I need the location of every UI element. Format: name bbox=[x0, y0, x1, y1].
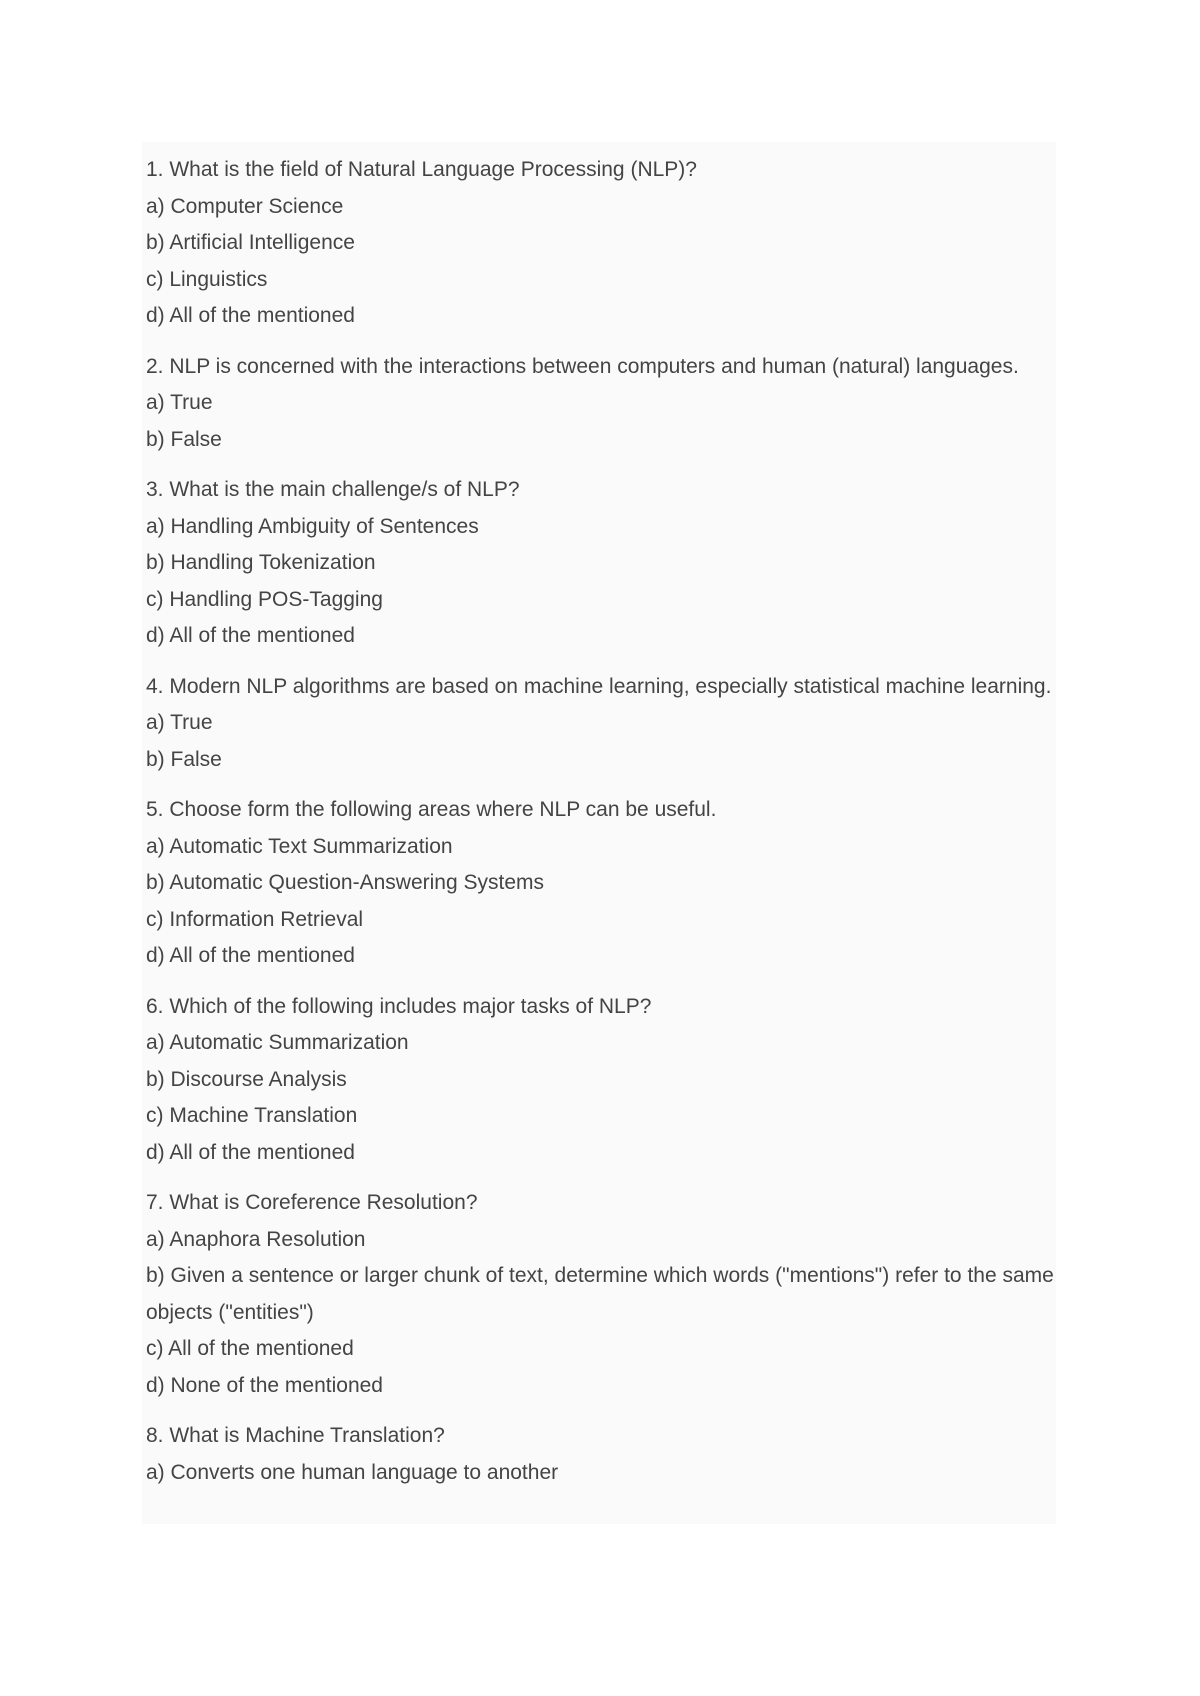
option: d) All of the mentioned bbox=[146, 624, 355, 647]
option: a) Automatic Text Summarization bbox=[146, 834, 453, 858]
question-text: 8. What is Machine Translation? bbox=[146, 1424, 445, 1447]
option: d) All of the mentioned bbox=[146, 1140, 355, 1164]
option: b) Discourse Analysis bbox=[146, 1067, 347, 1091]
question-text: 5. Choose form the following areas where NLP can be useful. bbox=[146, 798, 717, 821]
question-4 bbox=[146, 669, 1056, 779]
option: b) Automatic Question-Answering Systems bbox=[146, 871, 544, 894]
question-7 bbox=[146, 1185, 1056, 1404]
question-5 bbox=[146, 792, 1056, 975]
question-8 bbox=[146, 1418, 1056, 1491]
question-6 bbox=[146, 989, 1056, 1172]
question-2 bbox=[146, 349, 1056, 459]
option: a) Computer Science bbox=[146, 194, 344, 218]
option: d) All of the mentioned bbox=[146, 944, 355, 967]
option: c) All of the mentioned bbox=[146, 1337, 354, 1360]
option: c) Machine Translation bbox=[146, 1104, 358, 1127]
option: a) True bbox=[146, 391, 213, 414]
option: c) Linguistics bbox=[146, 267, 268, 291]
question-3 bbox=[146, 472, 1056, 655]
option: b) Handling Tokenization bbox=[146, 551, 376, 574]
option: b) False bbox=[146, 747, 222, 771]
document-content bbox=[142, 142, 1056, 1524]
option: a) True bbox=[146, 711, 213, 734]
option: d) All of the mentioned bbox=[146, 304, 355, 327]
question-text: 1. What is the field of Natural Language Processing (NLP)? bbox=[146, 158, 697, 181]
question-text: 6. Which of the following includes major tasks of NLP? bbox=[146, 994, 652, 1018]
question-1 bbox=[146, 142, 1056, 335]
option: c) Handling POS-Tagging bbox=[146, 587, 383, 611]
option: b) False bbox=[146, 427, 222, 451]
option: b) Given a sentence or larger chunk of text, determine which words ("mentions") refer to the same objects ("entities") bbox=[146, 1264, 1054, 1324]
question-text: 7. What is Coreference Resolution? bbox=[146, 1191, 478, 1214]
option: a) Anaphora Resolution bbox=[146, 1227, 366, 1251]
option: a) Automatic Summarization bbox=[146, 1031, 409, 1054]
option: d) None of the mentioned bbox=[146, 1373, 383, 1397]
question-text: 3. What is the main challenge/s of NLP? bbox=[146, 478, 520, 501]
question-text: 2. NLP is concerned with the interactions between computers and human (natural) languages. bbox=[146, 354, 1019, 378]
option: a) Handling Ambiguity of Sentences bbox=[146, 514, 479, 538]
option: b) Artificial Intelligence bbox=[146, 231, 355, 254]
question-text: 4. Modern NLP algorithms are based on machine learning, especially statistical machine learning. bbox=[146, 674, 1052, 698]
option: a) Converts one human language to another bbox=[146, 1460, 559, 1484]
option: c) Information Retrieval bbox=[146, 907, 364, 931]
